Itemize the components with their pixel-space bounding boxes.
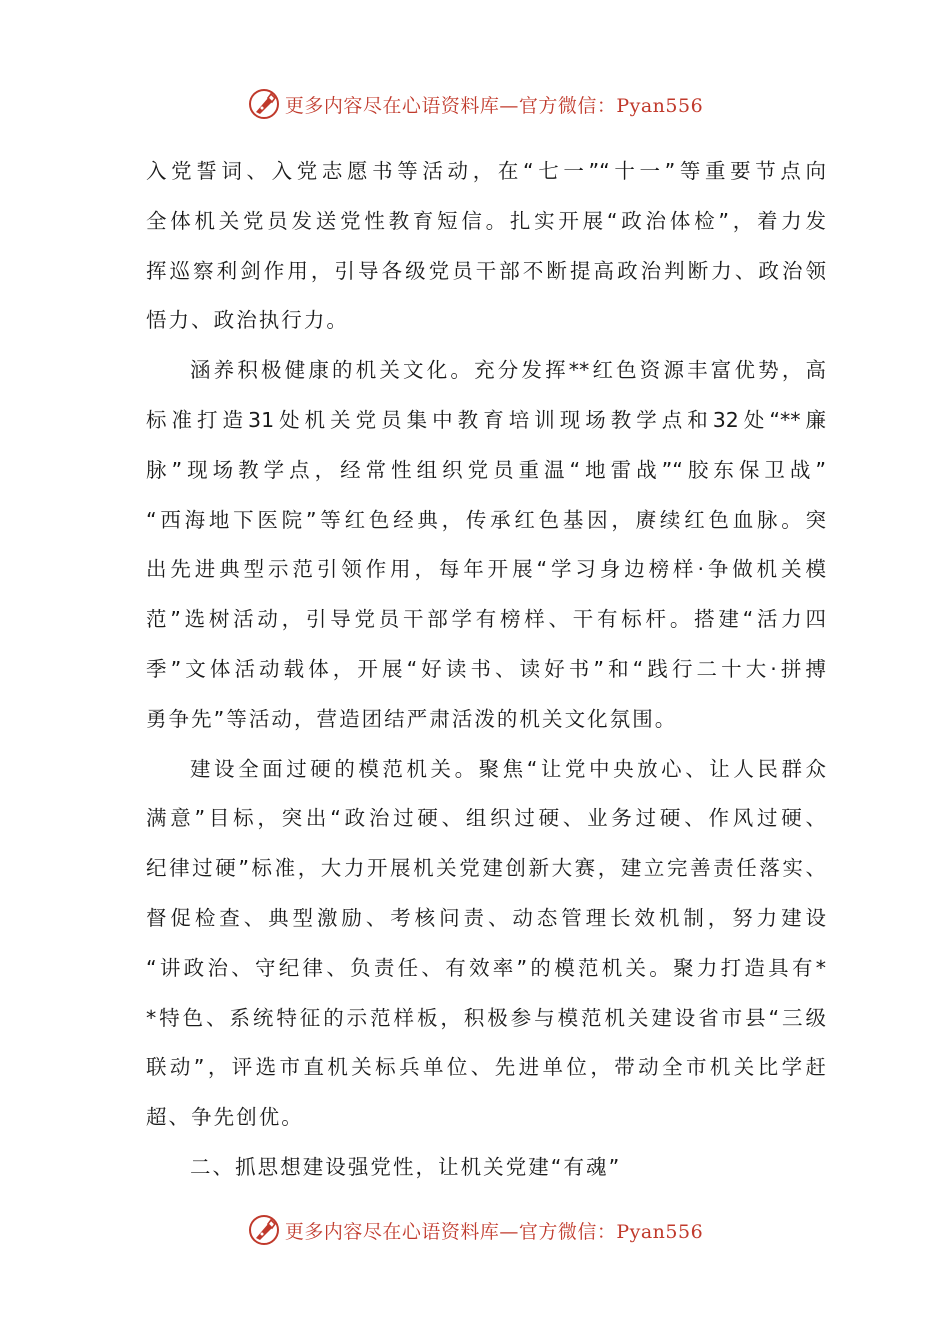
- text-line: 涵养积极健康的机关文化。充分发挥**红色资源丰富优势，高: [190, 358, 826, 383]
- text-line: 建设全面过硬的模范机关。聚焦“让党中央放心、让人民群众: [190, 756, 826, 781]
- text-line: 纪律过硬”标准，大力开展机关党建创新大赛，建立完善责任落实、: [146, 856, 826, 881]
- text-line: 联动”，评选市直机关标兵单位、先进单位，带动全市机关比学赶: [146, 1055, 826, 1080]
- text-line: “西海地下医院”等红色经典，传承红色基因，赓续红色血脉。突: [146, 507, 826, 532]
- text-line: 超、争先创优。: [146, 1105, 304, 1130]
- text-line: 入党誓词、入党志愿书等活动，在“七一”“十一”等重要节点向: [146, 159, 826, 183]
- text-line: *特色、系统特征的示范样板，积极参与模范机关建设省市县“三级: [146, 1005, 826, 1030]
- document-body: [146, 147, 826, 1193]
- text-line: 范”选树活动，引导党员干部学有榜样、干有标杆。搭建“活力四: [146, 607, 826, 632]
- pen-nib-icon: [247, 87, 281, 121]
- text-line: 勇争先”等活动，营造团结严肃活泼的机关文化氛围。: [146, 706, 678, 731]
- text-line: 全体机关党员发送党性教育短信。扎实开展“政治体检”，着力发: [146, 208, 826, 233]
- text-line: 季”文体活动载体，开展“好读书、读好书”和“践行二十大·拼搏: [146, 656, 826, 681]
- text-line: 满意”目标，突出“政治过硬、组织过硬、业务过硬、作风过硬、: [146, 806, 826, 831]
- text-line: 标准打造31处机关党员集中教育培训现场教学点和32处“**廉: [146, 407, 826, 432]
- banner-text: 更多内容尽在心语资料库—官方微信：Pyan556: [284, 94, 704, 117]
- text-line: 脉”现场教学点，经常性组织党员重温“地雷战”“胶东保卫战”: [146, 457, 826, 482]
- text-line: 督促检查、典型激励、考核问责、动态管理长效机制，努力建设: [146, 905, 826, 930]
- text-line: 悟力、政治执行力。: [146, 308, 349, 333]
- text-line: 出先进典型示范引领作用，每年开展“学习身边榜样·争做机关模: [146, 557, 826, 582]
- header-banner: [0, 84, 950, 124]
- section-heading: 二、抓思想建设强党性，让机关党建“有魂”: [190, 1154, 622, 1179]
- banner-text: 更多内容尽在心语资料库—官方微信：Pyan556: [284, 1220, 704, 1243]
- footer-banner: [0, 1210, 950, 1250]
- text-line: “讲政治、守纪律、负责任、有效率”的模范机关。聚力打造具有*: [146, 955, 826, 980]
- text-line: 挥巡察利剑作用，引导各级党员干部不断提高政治判断力、政治领: [146, 258, 826, 283]
- pen-nib-icon: [247, 1213, 281, 1247]
